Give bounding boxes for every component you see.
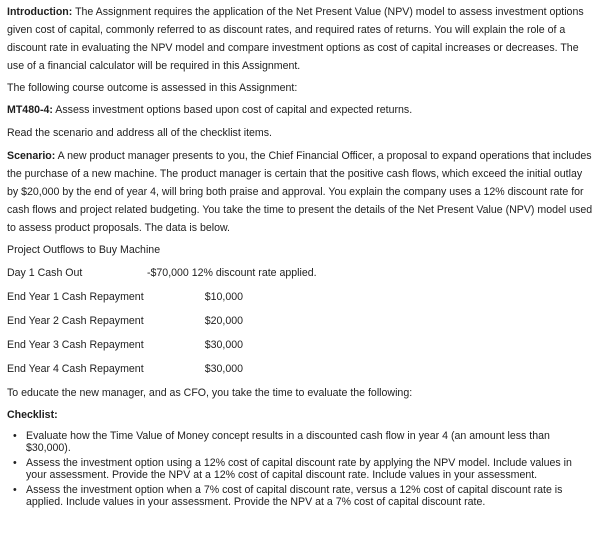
checklist-item bbox=[13, 430, 594, 454]
cashflow-row bbox=[7, 360, 594, 378]
instruction-text: Read the scenario and address all of the checklist items. bbox=[7, 127, 272, 139]
outcome-text: Assess investment options based upon cost of capital and expected returns. bbox=[52, 104, 413, 116]
checklist bbox=[7, 431, 594, 508]
outcome-code: MT480-4: bbox=[7, 104, 53, 116]
cashflow-amount: $20,000 bbox=[204, 315, 243, 327]
cashflow-row bbox=[7, 312, 594, 330]
introduction-text: The Assignment requires the application of the Net Present Value (NPV) model to assess investment options given cost of capital, commonly referred to as discount rates, and required rates of returns. You will explain the role of a discount rate in evaluating the NPV model and compare investment options as cost of capital increases or decreases. The use of a financial calculator will be required in this Assignment. bbox=[7, 6, 584, 72]
checklist-item-text: Evaluate how the Time Value of Money concept results in a discounted cash flow in year 4 (an amount less than $30,000). bbox=[26, 430, 550, 454]
cashflow-amount: $30,000 bbox=[204, 339, 243, 351]
outcome-intro: The following course outcome is assessed in this Assignment: bbox=[7, 82, 298, 94]
cashflow-amount: $30,000 bbox=[204, 363, 243, 375]
cashflow-row bbox=[7, 336, 594, 354]
checklist-item bbox=[13, 484, 594, 508]
cashflow-label: End Year 4 Cash Repayment bbox=[7, 363, 144, 375]
checklist-item-text: Assess the investment option using a 12% cost of capital discount rate by applying the NPV model. Include values in your assessment. Provide the NPV at a 12% cost of capital discount rate. Include values in your assessment. bbox=[26, 457, 572, 481]
evaluate-intro: To educate the new manager, and as CFO, you take the time to evaluate the following: bbox=[7, 387, 413, 399]
outflows-heading: Project Outflows to Buy Machine bbox=[7, 244, 161, 256]
cashflow-label: End Year 3 Cash Repayment bbox=[7, 339, 144, 351]
cashflow-label: End Year 2 Cash Repayment bbox=[7, 315, 144, 327]
scenario-text: A new product manager presents to you, the Chief Financial Officer, a proposal to expand operations that includes the purchase of a new machine. The product manager is certain that the positive cash flows, which exceed the initial outlay by $20,000 by the end of year 4, will bring both praise and approval. You explain the company uses a 12% discount rate for cash flows and project related budgeting. You take the time to present the details of the Net Present Value (NPV) model used to assess product proposals. The data is below. bbox=[7, 150, 593, 234]
cashflow-label: End Year 1 Cash Repayment bbox=[7, 291, 144, 303]
introduction-paragraph bbox=[7, 3, 594, 75]
bullet-icon: • bbox=[13, 484, 17, 496]
checklist-item bbox=[13, 457, 594, 481]
cashflow-row bbox=[7, 264, 594, 282]
cashflow-label: Day 1 Cash Out bbox=[7, 267, 83, 279]
checklist-heading: Checklist: bbox=[7, 409, 58, 421]
cashflow-amount: -$70,000 12% discount rate applied. bbox=[147, 267, 317, 279]
cashflow-amount: $10,000 bbox=[204, 291, 243, 303]
course-outcome bbox=[7, 101, 594, 119]
bullet-icon: • bbox=[13, 430, 17, 442]
cashflow-row bbox=[7, 288, 594, 306]
bullet-icon: • bbox=[13, 457, 17, 469]
introduction-label: Introduction: bbox=[7, 6, 73, 18]
checklist-item-text: Assess the investment option when a 7% cost of capital discount rate, versus a 12% cost of capital discount rate is applied. Include values in your assessment. Provide the NPV at a 7% cost of capital discount rate. bbox=[26, 484, 563, 508]
scenario-label: Scenario: bbox=[7, 150, 56, 162]
scenario-paragraph bbox=[7, 147, 594, 237]
